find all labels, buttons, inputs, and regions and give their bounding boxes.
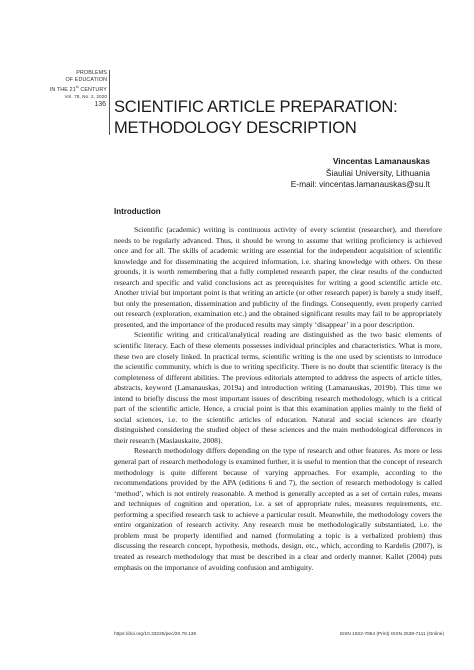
author-affiliation: Šiauliai University, Lithuania bbox=[325, 167, 430, 178]
issn-info: ISSN 1822-7864 (Print) ISSN 2538-7111 (Online) bbox=[339, 632, 444, 637]
title-line-1: SCIENTIFIC ARTICLE PREPARATION: bbox=[114, 98, 398, 116]
author-block bbox=[190, 156, 430, 191]
author-email: E-mail: vincentas.lamanauskas@su.lt bbox=[290, 179, 430, 189]
page-number: 136 bbox=[94, 101, 106, 108]
paragraph-1: Scientific (academic) writing is continuous activity of every scientist (researcher), and therefore needs to be regularly advanced. Thus, it should be wrong to assume that writing proficiency is achieved once and for all. The skills of academic writing are essential for the independent acquisition of scientific knowledge and for disseminating the acquired information, i.e. sharing knowledge with others. On these grounds, it is worth remembering that a fully completed research paper, the clear results of the conducted research and specific and valid conclusions act as prerequisites for writing a good scientific article etc. Another trivial but important point is that writing an article (or other research paper) is barely a study itself, but only the presentation, dissemination and publicity of the findings. Consequently, even properly carried out research (exploration, examination etc.) and the obtained significant results may fail to be appropriately presented, and the importance of the produced results may simply ‘disappear’ in a poor description. bbox=[114, 225, 442, 329]
article-title bbox=[114, 97, 454, 139]
journal-name-line-3: IN THE 21st CENTURY bbox=[49, 85, 107, 94]
body-text bbox=[114, 225, 442, 573]
doi-link[interactable]: https://doi.org/10.33225/pec/20.78.136 bbox=[114, 632, 197, 637]
title-line-2: METHODOLOGY DESCRIPTION bbox=[114, 119, 357, 137]
journal-name-line-2: OF EDUCATION bbox=[65, 77, 107, 84]
header-divider bbox=[109, 70, 110, 135]
author-name: Vincentas Lamanauskas bbox=[332, 156, 430, 166]
journal-name-line-1: PROBLEMS bbox=[76, 70, 107, 76]
paragraph-2: Scientific writing and critical/analytical reading are distinguished as the two basic elements of scientific literacy. Each of these elements possesses individual principles and characteristics. What is more, these two are closely linked. In practical terms, scientific writing is the one used by scientists to introduce the scientific community, which is due to writing specificity. There is no doubt that scientific literacy is the completeness of different abilities. The previous editorials attempted to address the aspects of article titles, abstracts, keyword (Lamanauskas, 2019a) and introduction writing (Lamanauskas, 2019b). This time we intend to briefly discuss the most important issues of describing research methodology, which is a critical part of the scientific article. Hence, a crucial point is that this examination applies mainly to the field of social sciences, i.e. to the scientific articles of education. Natural and social sciences are clearly distinguished considering the studied object of these sciences and the main methodological differences in their research (Maslauskaite, 2008). bbox=[114, 330, 442, 445]
journal-header bbox=[28, 70, 107, 100]
section-heading: Introduction bbox=[114, 207, 161, 216]
paragraph-3: Research methodology differs depending on the type of research and other features. As more or less general part of research methodology is examined further, it is useful to mention that the concept of research methodology is quite different because of varying approaches. For example, according to the recommendations provided by the APA (editions 6 and 7), the section of research methodology is called ‘method’, which is not entirely reasonable. A method is generally accepted as a set of certain rules, means and techniques of cognition and operation, i.e. a set of appropriate rules, measures requirements, etc. performing a specified research task to achieve a particular result. Meanwhile, the methodology covers the entire organization of research activity. Any research must be methodologically substantiated, i.e. the problem must be properly identified and named (formulating a topic is a verbalized problem) thus discussing the research concept, hypothesis, methods, design, etc., which, according to Kardelis (2007), is treated as research methodology that must be described in a clear and orderly manner. Kallet (2004) puts emphasis on the importance of avoiding confusion and ambiguity. bbox=[114, 446, 442, 572]
journal-volume: Vol. 78, No. 2, 2020 bbox=[64, 94, 107, 100]
